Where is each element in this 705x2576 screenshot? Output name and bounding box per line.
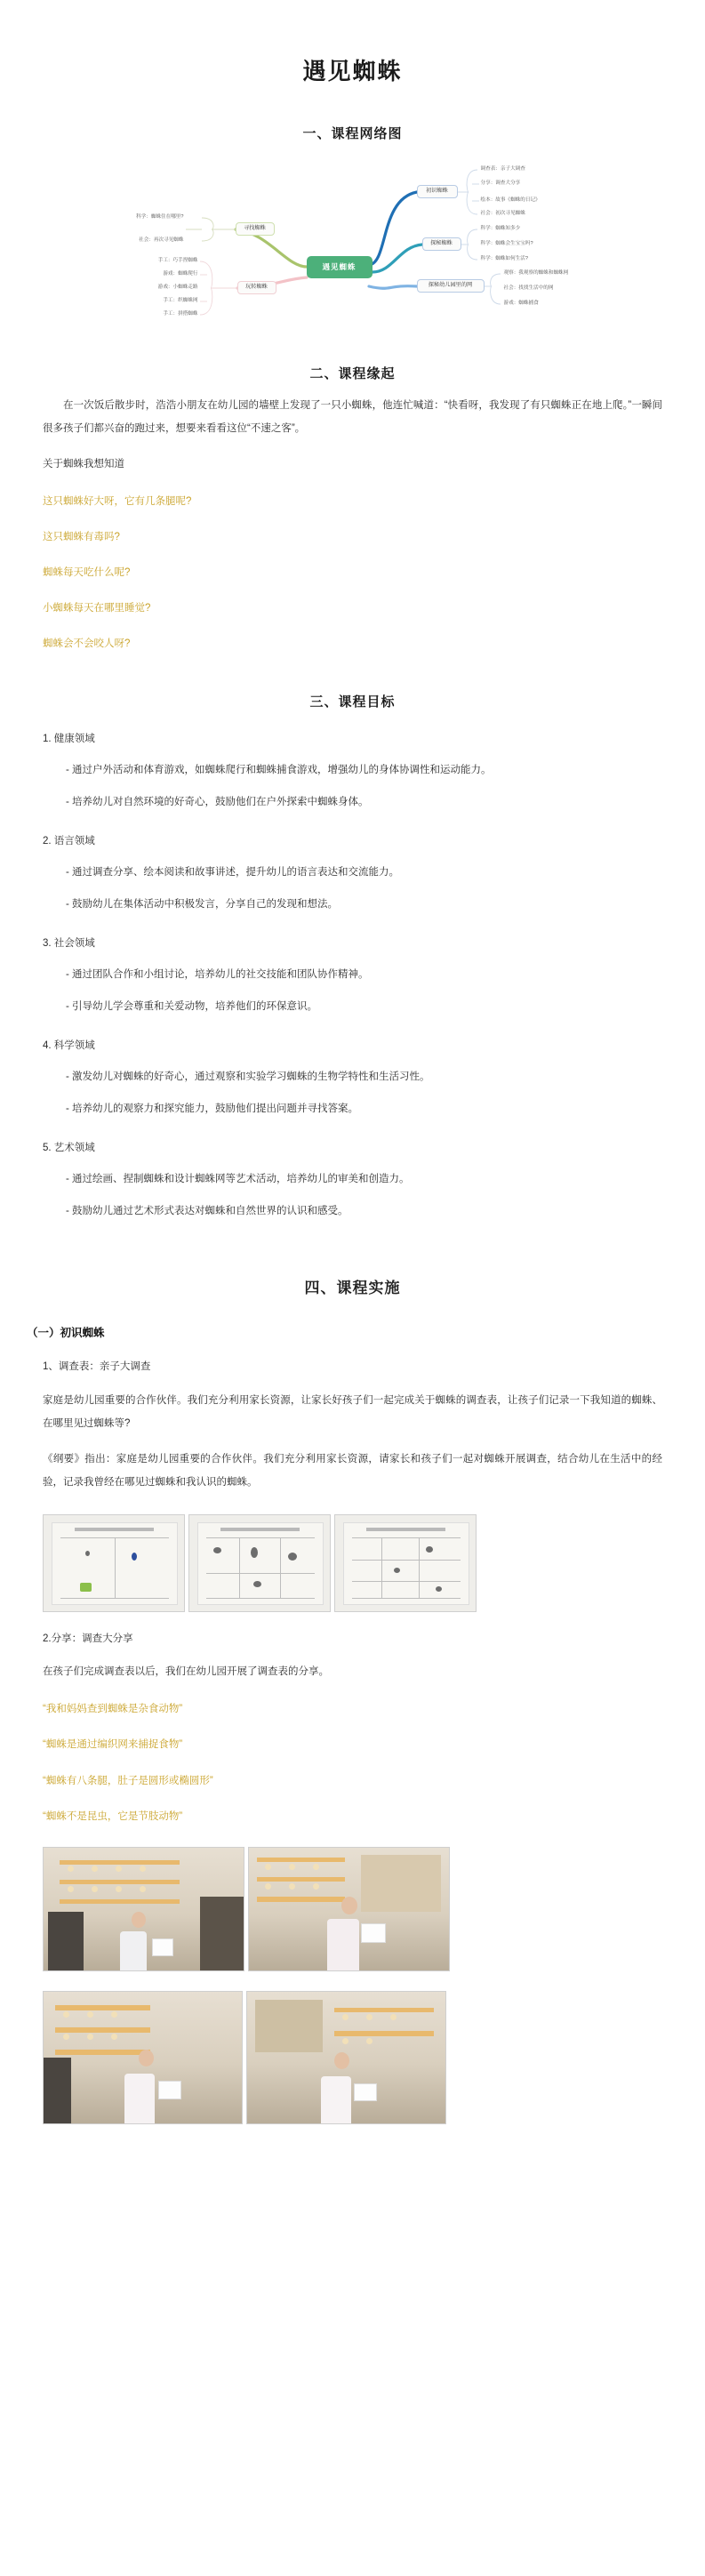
origin-body	[0, 395, 705, 654]
mindmap-leaf: 观察：我观察的蜘蛛和蜘蛛网	[503, 270, 569, 276]
origin-question: 蜘蛛会不会咬人呀?	[43, 638, 131, 650]
goal-item: - 引导幼儿学会尊重和关爱动物，培养他们的环保意识。	[66, 1000, 318, 1012]
goal-group-title: 3. 社会领域	[43, 938, 95, 950]
mindmap-root-node: 遇见蜘蛛	[307, 256, 373, 278]
mindmap-leaf: 科学：蜘蛛知多少	[480, 226, 521, 231]
mindmap-leaf: 社会：再次寻见蜘蛛	[139, 237, 184, 243]
share-photo	[246, 1991, 446, 2124]
share-photo	[43, 1847, 244, 1971]
section-heading-goals: 三、课程目标	[309, 694, 396, 710]
share-quote: “蜘蛛不是昆虫，它是节肢动物”	[43, 1810, 183, 1822]
goal-item: - 培养幼儿的观察力和探究能力，鼓励他们提出问题并寻找答案。	[66, 1103, 359, 1114]
mindmap-node-explore-web: 探秘幼儿园里的网	[417, 279, 485, 293]
goals-body	[0, 730, 705, 1222]
goal-item: - 通过户外活动和体育游戏，如蜘蛛爬行和蜘蛛捕食游戏，增强幼儿的身体协调性和运动能力。	[66, 765, 492, 776]
goal-item: - 培养幼儿对自然环境的好奇心，鼓励他们在户外探索中蜘蛛身体。	[66, 796, 369, 807]
implementation-item1-title: 1、调查表：亲子大调查	[43, 1361, 151, 1373]
goal-group-title: 1. 健康领域	[43, 734, 95, 745]
survey-photo-row	[43, 1514, 705, 1612]
share-quote: “蜘蛛是通过编织网来捕捉食物”	[43, 1739, 183, 1751]
section-heading-implementation: 四、课程实施	[304, 1280, 401, 1297]
implementation-item2-body	[0, 1630, 705, 1827]
mindmap-leaf: 手工：巧手捏蜘蛛	[157, 258, 198, 263]
mindmap-node-play-spider: 玩转蜘蛛	[237, 281, 276, 294]
share-quote: “我和妈妈查到蜘蛛是杂食动物”	[43, 1704, 183, 1715]
section-heading-network: 一、课程网络图	[302, 126, 403, 141]
mindmap-leaf: 科学：蜘蛛住在哪里?	[136, 214, 184, 220]
share-photo	[248, 1847, 450, 1971]
mindmap-leaf: 游戏：蜘蛛爬行	[163, 271, 198, 277]
mindmap-leaf: 调查表：亲子大调查	[480, 166, 525, 172]
document-page	[0, 53, 705, 2576]
mindmap-leaf: 游戏：蜘蛛捕食	[503, 301, 539, 306]
share-photo-row-2	[43, 1991, 705, 2124]
survey-photo	[334, 1514, 477, 1612]
mindmap-node-explore-spider: 探秘蜘蛛	[422, 237, 461, 251]
goal-item: - 鼓励幼儿通过艺术形式表达对蜘蛛和自然世界的认识和感受。	[66, 1205, 348, 1216]
page-title: 遇见蜘蛛	[302, 58, 403, 84]
goal-item: - 通过团队合作和小组讨论，培养幼儿的社交技能和团队协作精神。	[66, 969, 369, 981]
origin-paragraph: 在一次饭后散步时，浩浩小朋友在幼儿园的墙壁上发现了一只小蜘蛛，他连忙喊道：“快看呀，我发现了有只蜘蛛正在地上爬。”一瞬间很多孩子们都兴奋的跑过来，想要来看看这位“不速之客”。	[43, 400, 662, 434]
goal-item: - 激发幼儿对蜘蛛的好奇心，通过观察和实验学习蜘蛛的生物学特性和生活习性。	[66, 1071, 430, 1083]
origin-lead: 关于蜘蛛我想知道	[43, 458, 124, 469]
mindmap-leaf: 手工：织蜘蛛网	[163, 298, 198, 303]
goal-item: - 鼓励幼儿在集体活动中积极发言，分享自己的发现和想法。	[66, 898, 339, 910]
implementation-part-title: （一）初识蜘蛛	[27, 1327, 105, 1340]
course-network-mindmap	[86, 162, 620, 326]
share-photo	[43, 1991, 243, 2124]
implementation-item2-paragraph: 在孩子们完成调查表以后，我们在幼儿园开展了调查表的分享。	[43, 1666, 329, 1678]
origin-question: 蜘蛛每天吃什么呢?	[43, 566, 131, 578]
survey-photo	[43, 1514, 185, 1612]
mindmap-leaf: 科学：蜘蛛会生宝宝吗?	[480, 241, 533, 246]
implementation-item2-title: 2.分享：调查大分享	[43, 1633, 133, 1644]
survey-photo	[188, 1514, 331, 1612]
mindmap-leaf: 社会：找找生活中的网	[503, 285, 554, 291]
goal-item: - 通过调查分享、绘本阅读和故事讲述，提升幼儿的语言表达和交流能力。	[66, 867, 400, 879]
share-quote: “蜘蛛有八条腿，肚子是圆形或椭圆形”	[43, 1775, 213, 1786]
mindmap-node-first-know: 初识蜘蛛	[417, 185, 458, 198]
mindmap-leaf: 分享：调查大分享	[480, 181, 521, 186]
origin-question: 这只蜘蛛有毒吗?	[43, 531, 120, 542]
mindmap-node-find-spider: 寻找蜘蛛	[236, 222, 275, 236]
mindmap-leaf: 绘本：故事《蜘蛛的日记》	[480, 197, 541, 203]
goal-group-title: 4. 科学领域	[43, 1040, 95, 1052]
share-photo-row-1	[43, 1847, 705, 1971]
section-heading-origin: 二、课程缘起	[309, 366, 396, 381]
implementation-item1-paragraph: 家庭是幼儿园重要的合作伙伴。我们充分利用家长资源，让家长好孩子们一起完成关于蜘蛛的调查表，让孩子们记录一下我知道的蜘蛛、在哪里见过蜘蛛等?	[43, 1395, 662, 1429]
mindmap-leaf: 社会：初次寻见蜘蛛	[480, 211, 525, 216]
mindmap-leaf: 手工：拼搭蜘蛛	[163, 311, 198, 317]
implementation-body	[0, 1358, 705, 1494]
origin-question: 小蜘蛛每天在哪里睡觉?	[43, 603, 151, 614]
goal-group-title: 2. 语言领域	[43, 836, 95, 847]
mindmap-leaf: 游戏：小蜘蛛走路	[157, 285, 198, 290]
origin-question: 这只蜘蛛好大呀，它有几条腿呢?	[43, 495, 192, 507]
goal-group-title: 5. 艺术领域	[43, 1143, 95, 1154]
goal-item: - 通过绘画、捏制蜘蛛和设计蜘蛛网等艺术活动，培养幼儿的审美和创造力。	[66, 1174, 410, 1185]
mindmap-leaf: 科学：蜘蛛如何生活?	[480, 256, 528, 261]
implementation-item1-paragraph: 《纲要》指出：家庭是幼儿园重要的合作伙伴。我们充分利用家长资源，请家长和孩子们一起对蜘蛛开展调查，结合幼儿在生活中的经验，记录我曾经在哪见过蜘蛛和我认识的蜘蛛。	[43, 1453, 662, 1488]
